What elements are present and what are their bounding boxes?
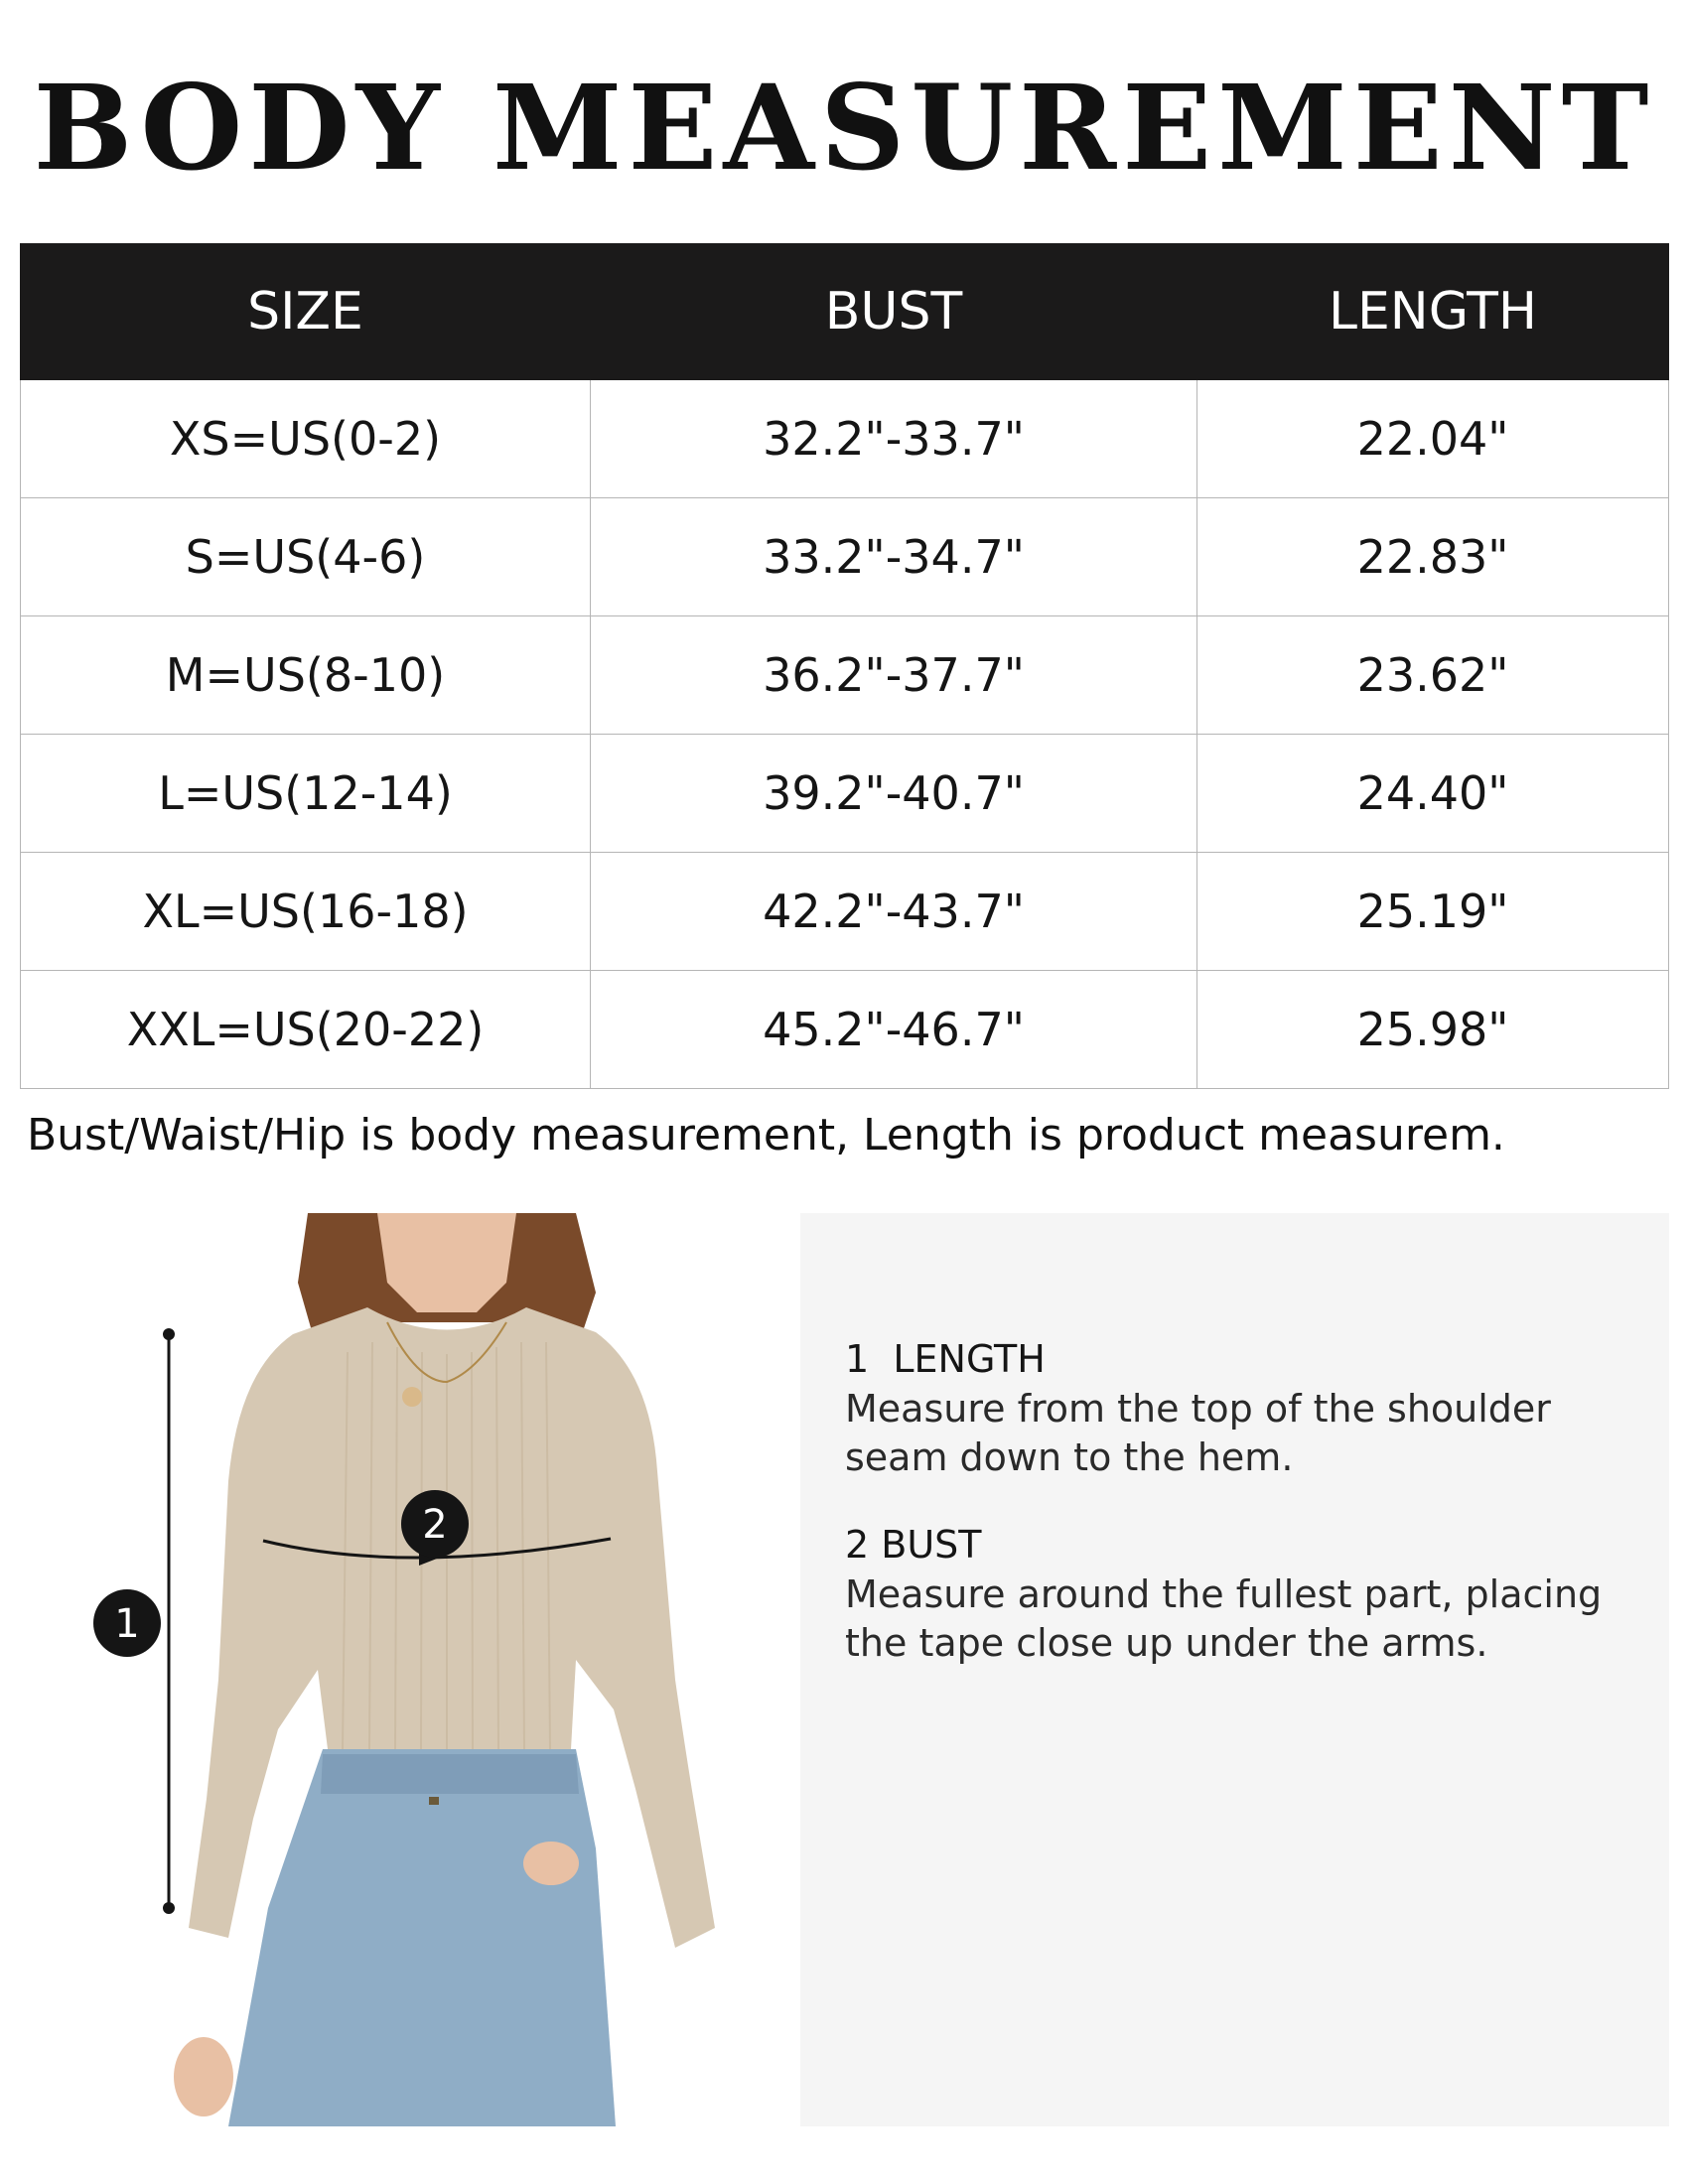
model-illustration (79, 1213, 774, 2126)
table-row (21, 380, 1669, 498)
bust-cell: 45.2"-46.7" (591, 971, 1197, 1089)
table-row (21, 853, 1669, 971)
instruction-title: BUST (881, 1523, 982, 1567)
bust-cell: 39.2"-40.7" (591, 735, 1197, 853)
instruction-heading (845, 1337, 1639, 1383)
size-cell: M=US(8-10) (21, 616, 591, 735)
pendant-shape (402, 1387, 422, 1407)
length-cell: 24.40" (1197, 735, 1669, 853)
instruction-bust (845, 1523, 1639, 1668)
header-size: SIZE (21, 244, 591, 380)
table-row (21, 498, 1669, 616)
size-chart-table (20, 243, 1669, 1089)
size-cell: XXL=US(20-22) (21, 971, 591, 1089)
size-cell: XS=US(0-2) (21, 380, 591, 498)
length-cell: 22.04" (1197, 380, 1669, 498)
instruction-title: LENGTH (893, 1337, 1046, 1381)
bust-cell: 42.2"-43.7" (591, 853, 1197, 971)
size-cell: XL=US(16-18) (21, 853, 591, 971)
length-cell: 22.83" (1197, 498, 1669, 616)
instruction-number: 1 (845, 1337, 870, 1381)
length-marker-label: 1 (114, 1601, 140, 1647)
measurement-note: Bust/Waist/Hip is body measurement, Length is product measurem. (27, 1110, 1505, 1160)
bust-cell: 32.2"-33.7" (591, 380, 1197, 498)
header-bust: BUST (591, 244, 1197, 380)
table-row (21, 616, 1669, 735)
instruction-heading (845, 1523, 1639, 1569)
table-row (21, 735, 1669, 853)
bust-cell: 33.2"-34.7" (591, 498, 1197, 616)
length-cell: 23.62" (1197, 616, 1669, 735)
length-cell: 25.19" (1197, 853, 1669, 971)
page-title: BODY MEASUREMENT (33, 59, 1655, 197)
bust-marker-label: 2 (422, 1502, 448, 1548)
length-cell: 25.98" (1197, 971, 1669, 1089)
hand-shape (523, 1842, 579, 1885)
instruction-text: Measure from the top of the shoulder seam down to the hem. (845, 1386, 1551, 1479)
table-header-row (21, 244, 1669, 380)
instruction-text: Measure around the fullest part, placing the tape close up under the arms. (845, 1571, 1603, 1665)
jeans-shape (228, 1749, 616, 2126)
instruction-length (845, 1337, 1639, 1482)
size-cell: S=US(4-6) (21, 498, 591, 616)
header-length: LENGTH (1197, 244, 1669, 380)
table-row (21, 971, 1669, 1089)
model-figure (79, 1213, 774, 2126)
measurement-instructions-panel (800, 1213, 1669, 2126)
size-cell: L=US(12-14) (21, 735, 591, 853)
instruction-number: 2 (845, 1523, 870, 1567)
bust-cell: 36.2"-37.7" (591, 616, 1197, 735)
